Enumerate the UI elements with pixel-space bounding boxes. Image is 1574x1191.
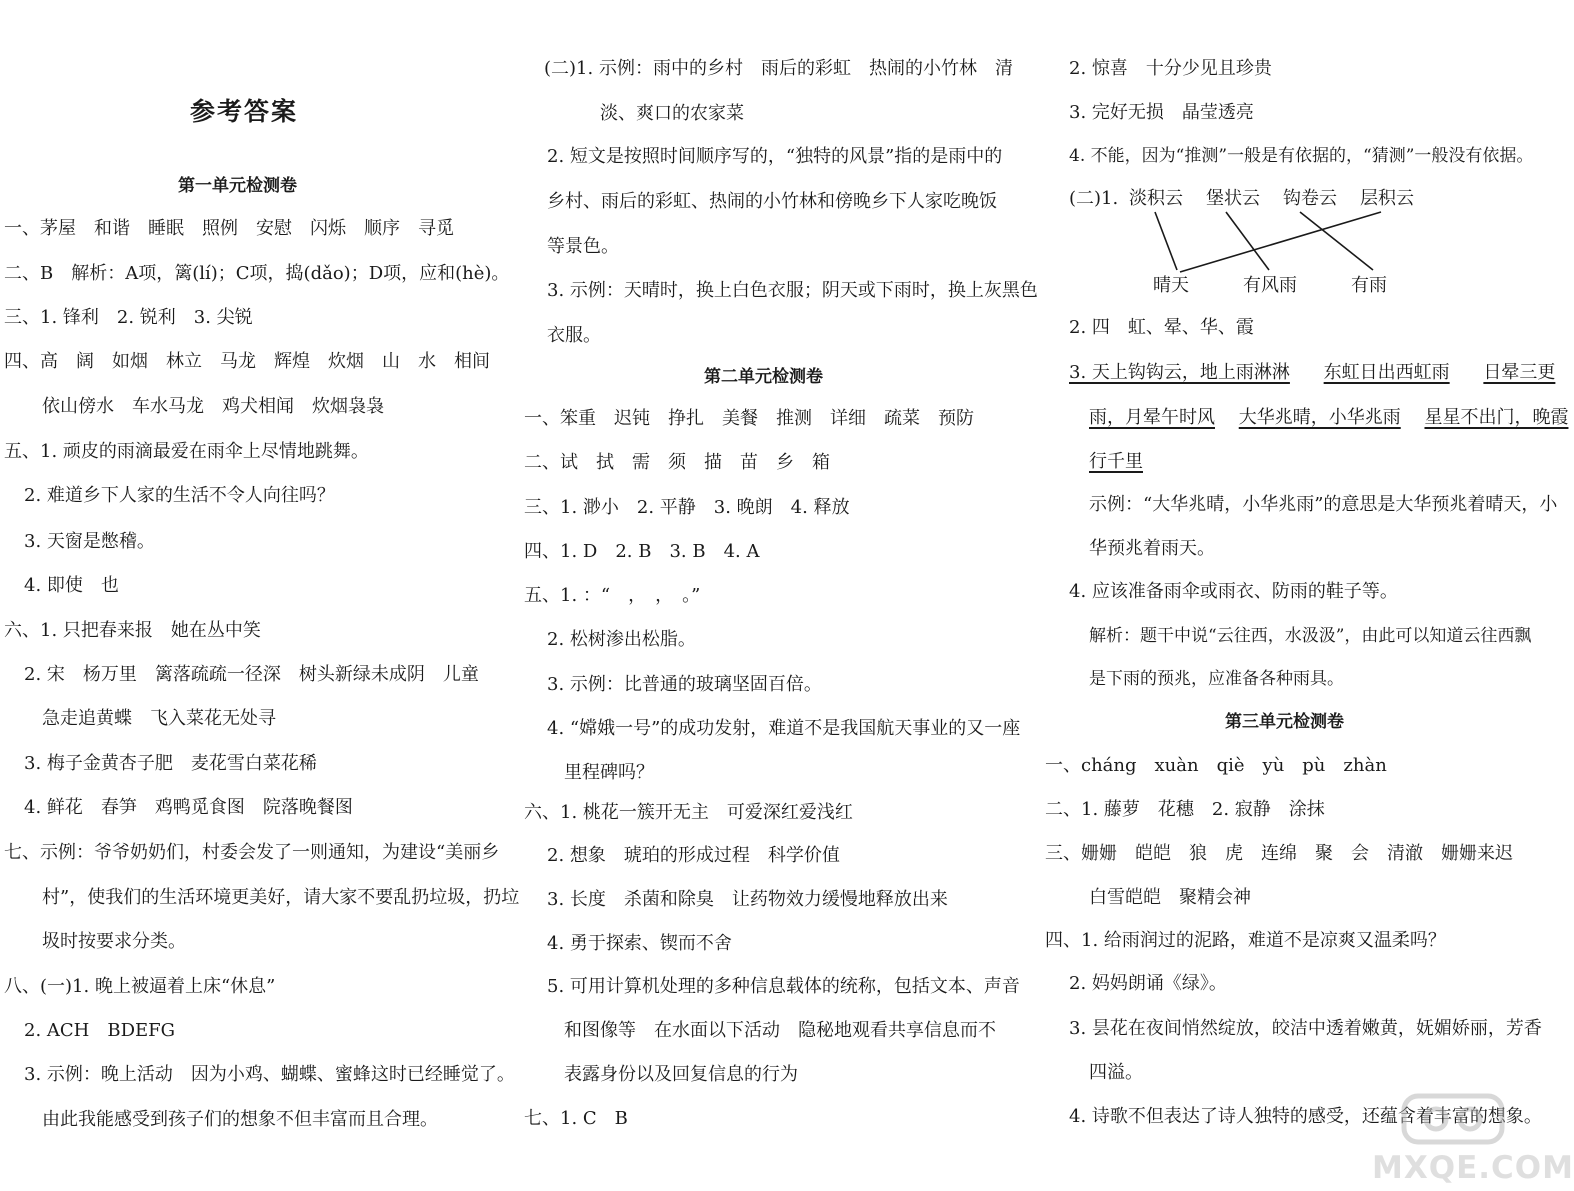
cloud-label: 层积云 [1360,188,1414,209]
cloud-label: 堡状云 [1206,188,1260,209]
cloud-label: 钩卷云 [1283,188,1337,209]
answer-line: 三、1. 锋利 2. 锐利 3. 尖锐 [4,307,253,328]
answer-line: 3. 完好无损 晶莹透亮 [1069,102,1254,123]
proverb: 大华兆晴，小华兆雨 [1238,407,1401,428]
proverb-row-2 [1089,407,1568,429]
answer-line: 2. 短文是按照时间顺序写的，“独特的风景”指的是雨中的 [547,146,1003,167]
proverb: 3. 天上钩钩云，地上雨淋淋 [1069,362,1290,383]
match-line [1226,212,1269,270]
answer-line: 4. 勇于探索、锲而不舍 [547,933,732,954]
answer-line: 八、(一)1. 晚上被逼着上床“休息” [4,976,276,997]
answer-line: 4. 应该准备雨伞或雨衣、防雨的鞋子等。 [1069,581,1398,602]
answer-line: 三、姗姗 皑皑 狼 虎 连绵 聚 会 清澈 姗姗来迟 [1045,843,1513,864]
answer-line: 六、1. 只把春来报 她在丛中笑 [4,620,261,641]
answer-line: 一、笨重 迟钝 挣扎 美餐 推测 详细 疏菜 预防 [524,408,974,429]
answer-line: 3. 昙花在夜间悄然绽放，皎洁中透着嫩黄，妩媚娇丽，芳香 [1069,1018,1542,1039]
answer-line: 4. 不能，因为“推测”一般是有依据的，“猜测”一般没有依据。 [1069,146,1534,166]
answer-line: 2. 松树渗出松脂。 [547,629,696,650]
answer-line: 急走追黄蝶 飞入菜花无处寻 [42,708,276,729]
watermark [1372,1088,1574,1188]
answer-line: 3. 示例：晚上活动 因为小鸡、蝴蝶、蜜蜂这时已经睡觉了。 [24,1064,515,1085]
weather-label: 晴天 [1153,275,1189,296]
answer-line: 四溢。 [1089,1062,1143,1083]
answer-line: 圾时按要求分类。 [42,931,186,952]
cloud-label: 淡积云 [1129,188,1183,209]
answer-line: 2. 四 虹、晕、华、霞 [1069,317,1254,338]
watermark-logo-icon [1398,1088,1508,1148]
answer-line: 里程碑吗？ [564,762,654,783]
answer-line: 解析：题干中说“云往西，水汲汲”，由此可以知道云往西飘 [1089,626,1532,646]
answer-line: 五、1. ：“ ， ， 。” [524,585,701,606]
diagram-prefix: (二)1. [1069,188,1119,209]
answer-line: 4. “嫦娥一号”的成功发射，难道不是我国航天事业的又一座 [547,718,1021,739]
answer-line: 华预兆着雨天。 [1089,538,1215,559]
answer-line: 2. 妈妈朗诵《绿》。 [1069,973,1227,994]
answer-line: 2. 想象 琥珀的形成过程 科学价值 [547,845,840,866]
answer-line: 3. 梅子金黄杏子肥 麦花雪白菜花稀 [24,753,317,774]
answer-line: 六、1. 桃花一簇开无主 可爱深红爱浅红 [524,802,853,823]
answer-line: 2. 难道乡下人家的生活不令人向往吗？ [24,485,335,506]
answer-line: (二)1. 示例：雨中的乡村 雨后的彩虹 热闹的小竹林 清 [544,58,1013,79]
cloud-weather-matching-diagram [1043,180,1536,300]
answer-line: 示例：“大华兆晴，小华兆雨”的意思是大华预兆着晴天，小 [1089,494,1558,515]
answer-line: 二、1. 藤萝 花穗 2. 寂静 涂抹 [1045,799,1325,820]
answer-line: 4. 即使 也 [24,575,119,596]
answer-line: 一、茅屋 和谐 睡眠 照例 安慰 闪烁 顺序 寻觅 [4,218,454,239]
watermark-text: MXQE.COM [1372,1150,1574,1186]
answer-line: 二、试 拭 需 须 描 苗 乡 箱 [524,452,830,473]
answer-line: 3. 示例：比普通的玻璃坚固百倍。 [547,674,822,695]
answer-line: 2. 惊喜 十分少见且珍贵 [1069,58,1272,79]
answer-line: 3. 长度 杀菌和除臭 让药物效力缓慢地释放出来 [547,889,948,910]
match-line [1300,212,1373,270]
answer-line: 五、1. 顽皮的雨滴最爱在雨伞上尽情地跳舞。 [4,441,369,462]
match-line [1155,212,1177,270]
weather-label: 有风雨 [1243,275,1297,296]
answer-line: 等景色。 [547,236,619,257]
page-title: 参考答案 [190,97,299,126]
answer-line: 村”，使我们的生活环境更美好，请大家不要乱扔垃圾，扔垃 [42,887,520,908]
answer-line: 3. 天窗是憋稽。 [24,531,155,552]
answer-line: 二、B 解析：A项，篱(lí)；C项，捣(dǎo)；D项，应和(hè)。 [4,263,510,284]
answer-line: 四、高 阔 如烟 林立 马龙 辉煌 炊烟 山 水 相间 [4,351,490,372]
answer-line: 表露身份以及回复信息的行为 [564,1064,798,1085]
answer-line: 一、cháng xuàn qiè yù pù zhàn [1045,755,1387,776]
unit-2-heading: 第二单元检测卷 [704,367,823,387]
answer-line: 由此我能感受到孩子们的想象不但丰富而且合理。 [42,1109,438,1130]
unit-3-heading: 第三单元检测卷 [1225,712,1344,732]
proverb: 东虹日出西虹雨 [1323,362,1450,383]
answer-line: 2. 宋 杨万里 篱落疏疏一径深 树头新绿未成阴 儿童 [24,664,479,685]
answer-line: 七、示例：爷爷奶奶们，村委会发了一则通知，为建设“美丽乡 [4,842,500,863]
answer-line: 衣服。 [547,325,601,346]
answer-line: 四、1. D 2. B 3. B 4. A [524,541,760,562]
answer-line: 4. 诗歌不但表达了诗人独特的感受，还蕴含着丰富的想象。 [1069,1106,1542,1127]
answer-line: 三、1. 渺小 2. 平静 3. 晚朗 4. 释放 [524,497,850,518]
proverb: 星星不出门，晚霞 [1424,407,1569,428]
answer-line: 乡村、雨后的彩虹、热闹的小竹林和傍晚乡下人家吃晚饭 [547,191,997,212]
answer-line: 2. ACH BDEFG [24,1020,176,1041]
answer-line: 4. 鲜花 春笋 鸡鸭觅食图 院落晚餐图 [24,797,353,818]
unit-1-heading: 第一单元检测卷 [178,176,297,196]
proverb: 日晕三更 [1483,362,1556,383]
answer-line: 5. 可用计算机处理的多种信息载体的统称，包括文本、声音 [547,976,1020,997]
match-line [1180,212,1381,272]
proverb-row-3 [1089,451,1143,473]
proverb: 雨，月晕午时风 [1089,407,1215,428]
answer-line: 是下雨的预兆，应准备各种雨具。 [1089,669,1344,689]
proverb: 行千里 [1089,451,1143,472]
answer-line: 淡、爽口的农家菜 [600,103,744,124]
proverb-row-1 [1069,362,1555,384]
answer-line: 3. 示例：天晴时，换上白色衣服；阴天或下雨时，换上灰黑色 [547,280,1038,301]
answer-line: 七、1. C B [524,1108,628,1129]
answer-line: 白雪皑皑 聚精会神 [1089,887,1251,908]
answer-line: 依山傍水 车水马龙 鸡犬相闻 炊烟袅袅 [42,396,384,417]
answer-line: 和图像等 在水面以下活动 隐秘地观看共享信息而不 [564,1020,996,1041]
answer-line: 四、1. 给雨润过的泥路，难道不是凉爽又温柔吗？ [1045,930,1446,951]
weather-label: 有雨 [1351,275,1387,296]
